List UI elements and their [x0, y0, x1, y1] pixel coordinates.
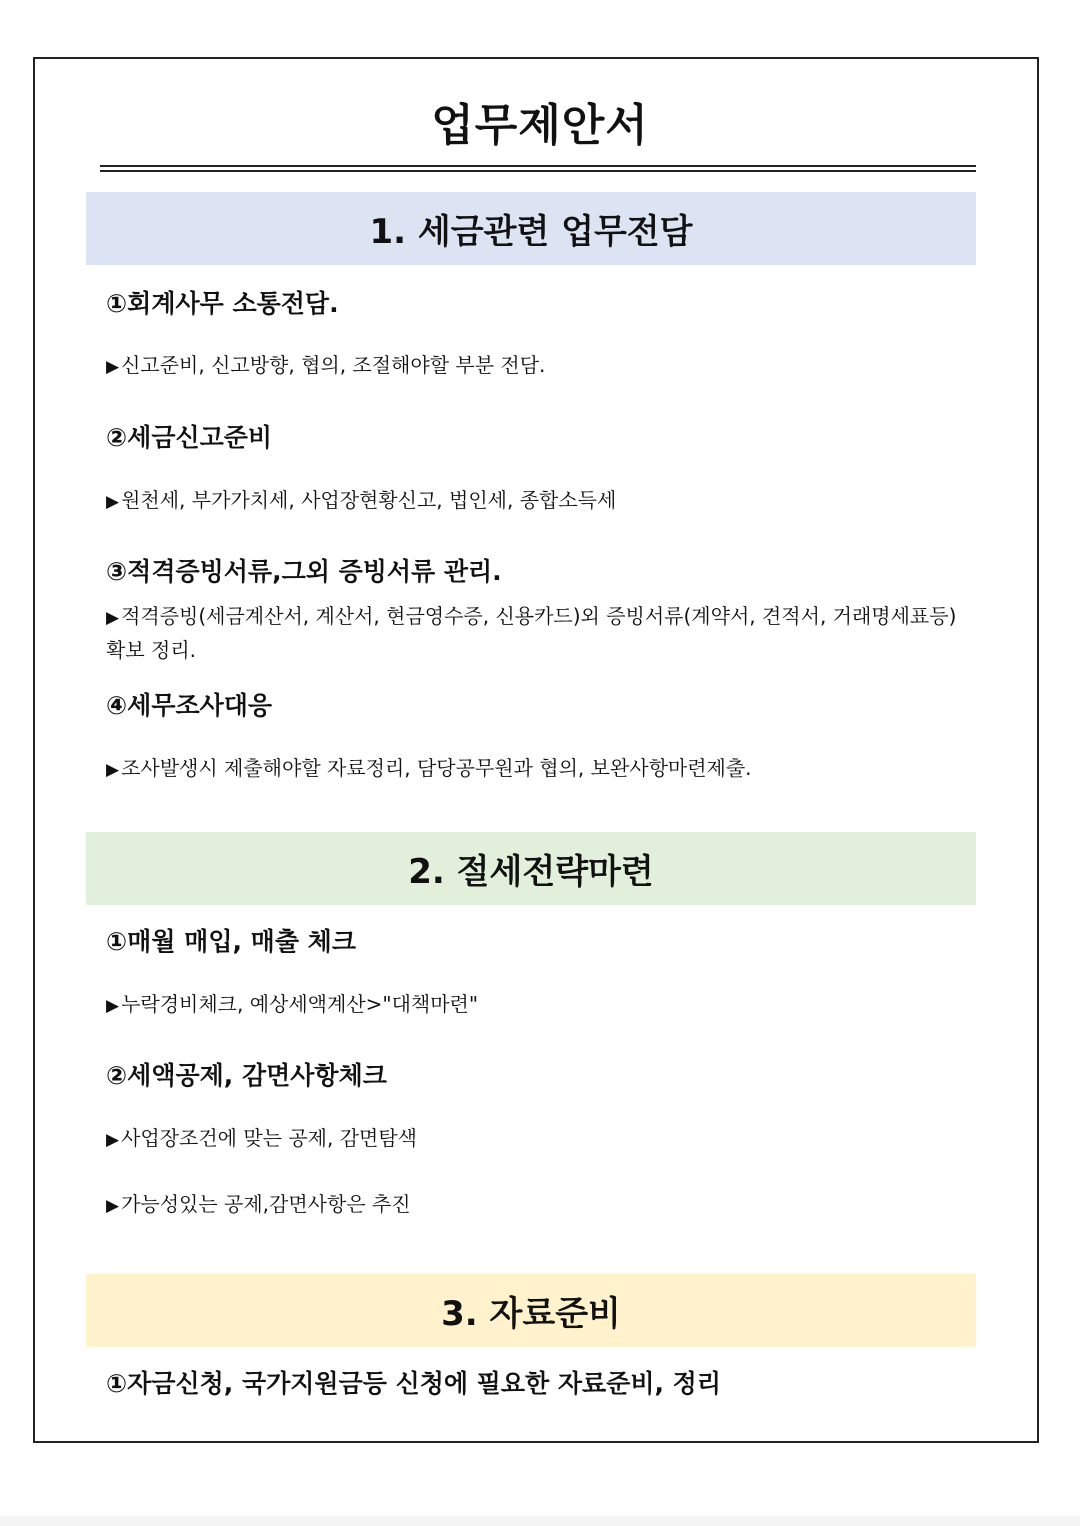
section-heading-documents: 3. 자료준비	[86, 1274, 976, 1347]
item-text	[106, 349, 972, 383]
document-title: 업무제안서	[431, 100, 649, 151]
item-text	[106, 600, 972, 666]
item-text	[106, 752, 972, 786]
item-heading: ④세무조사대응	[106, 691, 273, 720]
item-text-line: 적격증빙(세금계산서, 계산서, 현금영수증, 신용카드)외 증빙서류(계약서, 견적서, 거래명세표등)확보 정리.	[106, 604, 957, 662]
item-heading: ①회계사무 소통전담.	[106, 289, 339, 318]
triangle-bullet-icon: ▶	[106, 608, 120, 628]
triangle-bullet-icon: ▶	[106, 1196, 120, 1216]
item-text	[106, 484, 972, 518]
section-heading-tax: 1. 세금관련 업무전담	[86, 192, 976, 265]
item-text	[106, 1122, 972, 1156]
triangle-bullet-icon: ▶	[106, 996, 120, 1016]
title-double-rule	[100, 165, 976, 172]
page-bottom-strip	[0, 1516, 1080, 1526]
item-text-line: 원천세, 부가가치세, 사업장현황신고, 법인세, 종합소득세	[121, 488, 617, 512]
triangle-bullet-icon: ▶	[106, 1130, 120, 1150]
item-text-line: 조사발생시 제출해야할 자료정리, 담당공무원과 협의, 보완사항마련제출.	[121, 756, 752, 780]
item-heading: ②세액공제, 감면사항체크	[106, 1061, 387, 1090]
item-text	[106, 1188, 972, 1222]
item-heading: ③적격증빙서류,그외 증빙서류 관리.	[106, 557, 502, 586]
item-heading: ①매월 매입, 매출 체크	[106, 927, 356, 956]
triangle-bullet-icon: ▶	[106, 760, 120, 780]
section-heading-tax-saving: 2. 절세전략마련	[86, 832, 976, 905]
triangle-bullet-icon: ▶	[106, 357, 120, 377]
triangle-bullet-icon: ▶	[106, 492, 120, 512]
item-text-line: 가능성있는 공제,감면사항은 추진	[121, 1192, 411, 1216]
item-text	[106, 988, 972, 1022]
item-text-line: 신고준비, 신고방향, 협의, 조절해야할 부분 전담.	[121, 353, 546, 377]
item-text-line: 누락경비체크, 예상세액계산>"대책마련"	[121, 992, 479, 1016]
item-text-line: 사업장조건에 맞는 공제, 감면탐색	[121, 1126, 417, 1150]
item-heading: ②세금신고준비	[106, 423, 273, 452]
item-heading: ①자금신청, 국가지원금등 신청에 필요한 자료준비, 정리	[106, 1369, 721, 1398]
